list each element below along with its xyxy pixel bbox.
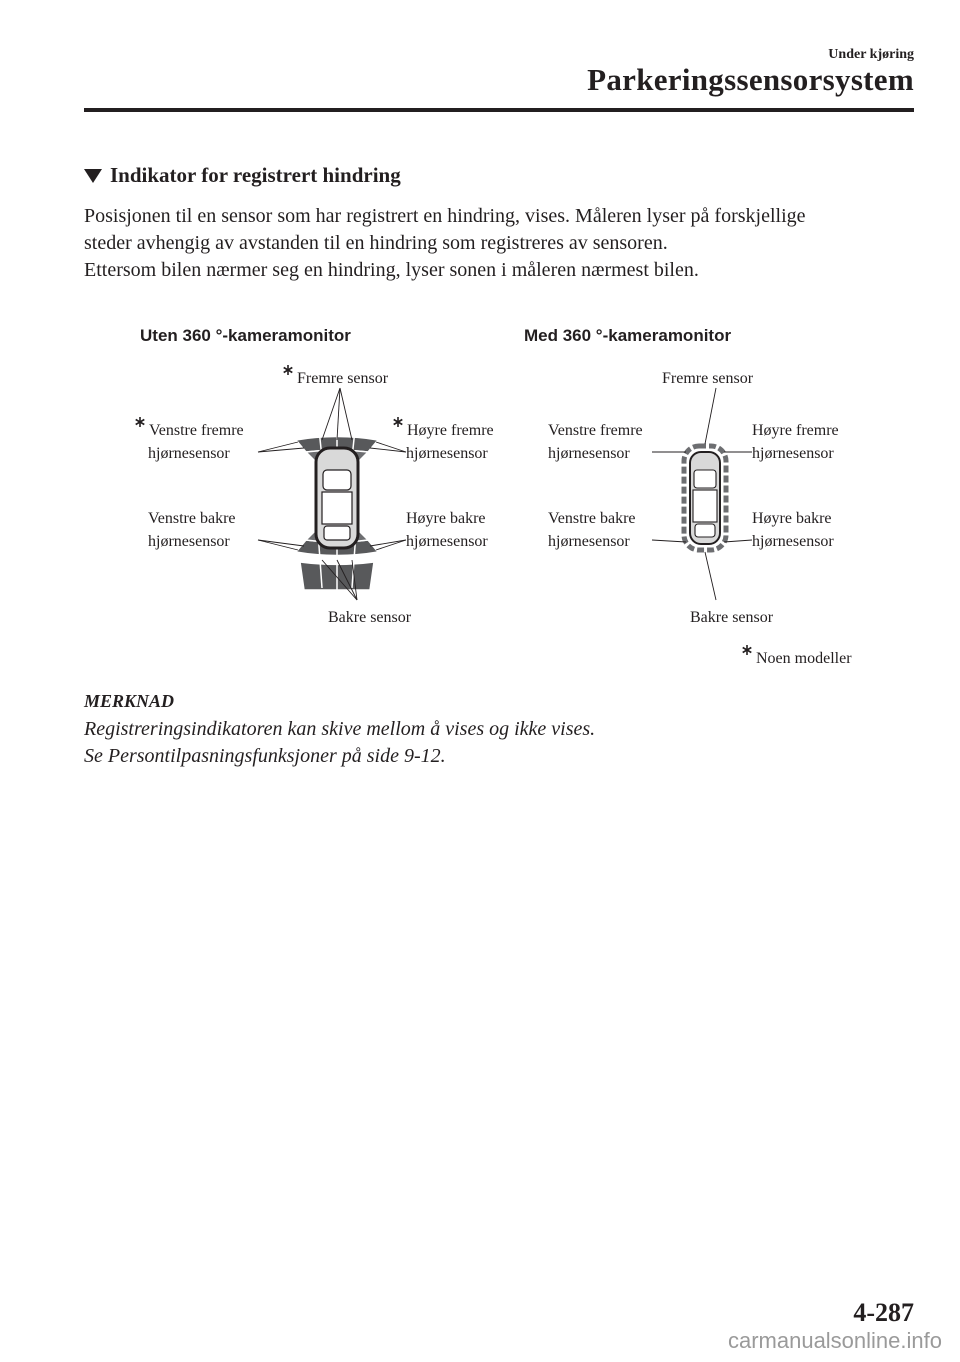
asterisk-icon [284, 365, 293, 375]
left-lf-label-2: hjørnesensor [148, 445, 230, 462]
right-rr-label-2: hjørnesensor [752, 533, 834, 550]
left-lr-label-2: hjørnesensor [148, 533, 230, 550]
body-paragraph-line: steder avhengig av avstanden til en hindring som registreres av sensoren. [84, 232, 668, 254]
right-rf-label-2: hjørnesensor [752, 445, 834, 462]
left-lr-label-1: Venstre bakre [148, 510, 236, 527]
right-lf-label-2: hjørnesensor [548, 445, 630, 462]
footnote-label: Noen modeller [756, 650, 852, 667]
section-label: Under kjøring [828, 47, 914, 62]
asterisk-icon [136, 417, 145, 427]
left-front-sensor-label: Fremre sensor [297, 370, 389, 387]
section-heading [84, 163, 401, 188]
left-lf-label-1: Venstre fremre [149, 422, 244, 439]
left-diagram-title: Uten 360 °-kameramonitor [140, 326, 351, 345]
note-line: Se Persontilpasningsfunksjoner på side 9-12. [84, 745, 446, 767]
left-rear-sensor-label: Bakre sensor [328, 609, 412, 626]
asterisk-icon [743, 645, 752, 655]
right-rf-label-1: Høyre fremre [752, 422, 839, 439]
left-rr-label-1: Høyre bakre [406, 510, 486, 527]
header-rule [84, 108, 914, 112]
triangle-bullet-icon [84, 169, 102, 183]
right-front-sensor-label: Fremre sensor [662, 370, 754, 387]
left-rr-label-2: hjørnesensor [406, 533, 488, 550]
right-lr-label-1: Venstre bakre [548, 510, 636, 527]
watermark: carmanualsonline.info [727, 1328, 942, 1353]
right-rear-sensor-label: Bakre sensor [690, 609, 774, 626]
note-title: MERKNAD [84, 691, 175, 711]
right-lf-label-1: Venstre fremre [548, 422, 643, 439]
right-lr-label-2: hjørnesensor [548, 533, 630, 550]
body-paragraph-line: Ettersom bilen nærmer seg en hindring, lyser sonen i måleren nærmest bilen. [84, 259, 699, 281]
section-heading-text: Indikator for registrert hindring [110, 163, 401, 187]
car-top-view-right [684, 446, 726, 550]
left-rf-label-1: Høyre fremre [407, 422, 494, 439]
note-line: Registreringsindikatoren kan skive mellom å vises og ikke vises. [84, 718, 596, 740]
asterisk-icon [394, 417, 403, 427]
page-title: Parkeringssensorsystem [587, 62, 914, 97]
sensor-figure [0, 320, 960, 680]
right-diagram-title: Med 360 °-kameramonitor [524, 326, 732, 345]
car-top-view-left [316, 448, 358, 548]
page-number: 4-287 [853, 1298, 914, 1327]
body-paragraph-line: Posisjonen til en sensor som har registrert en hindring, vises. Måleren lyser på forskjellige [84, 205, 806, 227]
right-rr-label-1: Høyre bakre [752, 510, 832, 527]
left-rf-label-2: hjørnesensor [406, 445, 488, 462]
